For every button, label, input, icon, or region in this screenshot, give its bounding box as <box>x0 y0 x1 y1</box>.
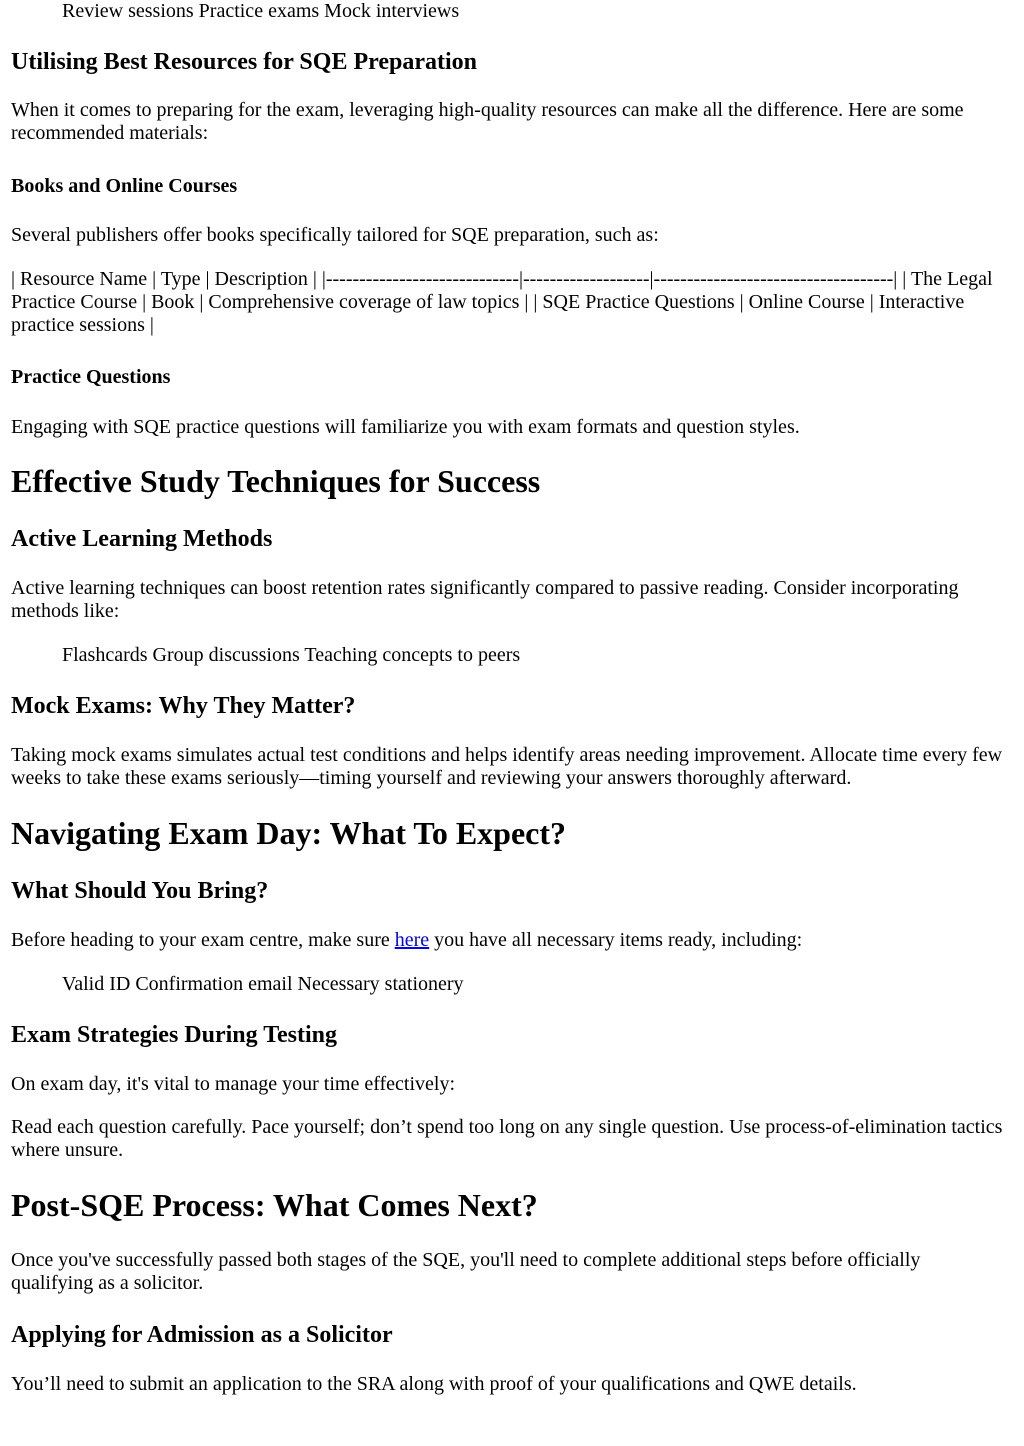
exam-strategies-text: Read each question carefully. Pace yourself; don’t spend too long on any single question. Use process-of-elimination tactics where unsure. <box>11 1116 1003 1161</box>
admission-heading: Applying for Admission as a Solicitor <box>11 1322 393 1348</box>
here-link[interactable]: here <box>394 929 430 951</box>
what-to-bring-heading: What Should You Bring? <box>11 878 269 904</box>
resources-intro: When it comes to preparing for the exam, leveraging high-quality resources can make all the difference. Here are some recommended materials: <box>11 99 964 144</box>
practice-questions-text: Engaging with SQE practice questions will familiarize you with exam formats and question styles. <box>11 416 800 438</box>
post-sqe-heading: Post-SQE Process: What Comes Next? <box>11 1187 538 1223</box>
books-intro: Several publishers offer books specifically tailored for SQE preparation, such as: <box>11 224 659 246</box>
review-list-text: Review sessions Practice exams Mock interviews <box>62 0 460 22</box>
resources-table-text: | Resource Name | Type | Description | |-----------------------------|-------------------|------------------------------------| | The Legal Practice Course | Book | Comprehensive coverage of law topics | | SQE Practice Questions | Online Course | Interactive practice sessions | <box>11 268 993 336</box>
review-list <box>62 0 1002 23</box>
exam-strategies-heading: Exam Strategies During Testing <box>11 1022 338 1048</box>
active-learning-heading: Active Learning Methods <box>11 526 273 552</box>
books-heading: Books and Online Courses <box>11 175 238 197</box>
what-to-bring-text-after: you have all necessary items ready, including: <box>429 929 803 951</box>
admission-text: You’ll need to submit an application to the SRA along with proof of your qualifications and QWE details. <box>11 1373 857 1395</box>
practice-questions-heading: Practice Questions <box>11 366 171 388</box>
what-to-bring-text-before: Before heading to your exam centre, make sure <box>11 929 395 951</box>
active-learning-text: Active learning techniques can boost retention rates significantly compared to passive reading. Consider incorporating methods like: <box>11 577 959 622</box>
resources-heading: Utilising Best Resources for SQE Preparation <box>11 49 477 75</box>
exam-items-list-text: Valid ID Confirmation email Necessary stationery <box>62 973 464 995</box>
post-sqe-text: Once you've successfully passed both stages of the SQE, you'll need to complete additional steps before officially qualifying as a solicitor. <box>11 1249 921 1294</box>
study-techniques-heading: Effective Study Techniques for Success <box>11 463 541 499</box>
exam-day-heading: Navigating Exam Day: What To Expect? <box>11 815 567 851</box>
exam-strategies-intro: On exam day, it's vital to manage your time effectively: <box>11 1073 456 1095</box>
active-methods-list-text: Flashcards Group discussions Teaching concepts to peers <box>62 644 521 666</box>
what-to-bring-text <box>11 929 1006 952</box>
mock-exams-text: Taking mock exams simulates actual test conditions and helps identify areas needing improvement. Allocate time every few weeks to take these exams seriously—timing yourself and reviewing your answers thoroughly afterward. <box>11 744 1003 789</box>
active-methods-list <box>62 644 1002 667</box>
exam-items-list <box>62 973 1002 996</box>
mock-exams-heading: Mock Exams: Why They Matter? <box>11 693 356 719</box>
